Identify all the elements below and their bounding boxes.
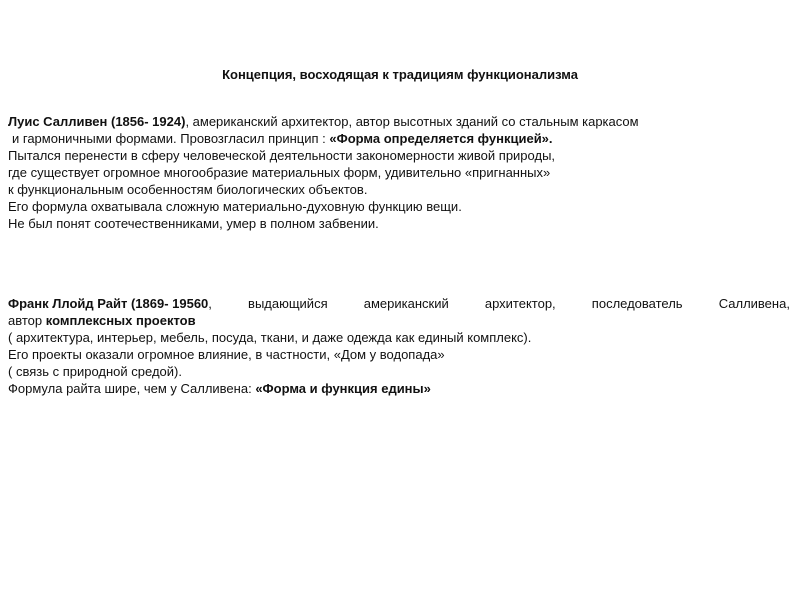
wright-line-5: ( связь с природной средой). — [8, 364, 182, 379]
wright-line-6-text: Формула райта шире, чем у Салливена: — [8, 381, 256, 396]
sullivan-line-3: Пытался перенести в сферу человеческой деятельности закономерности живой природы, — [8, 148, 556, 163]
wright-formula: «Форма и функция едины» — [255, 381, 431, 396]
sullivan-line-4: где существует огромное многообразие материальных форм, удивительно «пригнанных» — [8, 165, 551, 180]
wright-line-1 — [8, 295, 790, 312]
wright-projects: комплексных проектов — [45, 313, 196, 328]
wright-line-6 — [8, 380, 790, 397]
wright-line-2-text: автор — [8, 313, 46, 328]
wright-word: выдающийся — [248, 296, 328, 311]
slide-title: Концепция, восходящая к традициям функционализма — [222, 67, 578, 82]
wright-paragraph — [8, 295, 790, 397]
sullivan-line-5: к функциональным особенностям биологических объектов. — [8, 182, 368, 197]
wright-word: архитектор, — [484, 296, 556, 311]
sullivan-line-1 — [8, 113, 788, 130]
sullivan-line-2-text: и гармоничными формами. Провозгласил принцип : — [12, 131, 330, 146]
sullivan-principle: «Форма определяется функцией». — [329, 131, 553, 146]
sullivan-line-2 — [8, 130, 788, 147]
sullivan-paragraph — [8, 113, 788, 232]
sullivan-name: Луис Салливен (1856- 1924) — [8, 114, 186, 129]
wright-line-3: ( архитектура, интерьер, мебель, посуда, ткани, и даже одежда как единый комплекс). — [8, 330, 532, 345]
wright-word: последователь — [591, 296, 683, 311]
sullivan-line-1-text: , американский архитектор, автор высотных зданий со стальным каркасом — [185, 114, 639, 129]
sullivan-line-6: Его формула охватывала сложную материально-духовную функцию вещи. — [8, 199, 462, 214]
wright-word: американский — [363, 296, 449, 311]
wright-name-group — [8, 295, 212, 312]
wright-line-2 — [8, 312, 790, 329]
wright-word: , — [208, 296, 212, 311]
sullivan-line-7: Не был понят соотечественниками, умер в полном забвении. — [8, 216, 379, 231]
wright-line-4: Его проекты оказали огромное влияние, в частности, «Дом у водопада» — [8, 347, 445, 362]
wright-word: Салливена, — [718, 296, 790, 311]
wright-name: Франк Ллойд Райт (1869- 19560 — [8, 296, 209, 311]
